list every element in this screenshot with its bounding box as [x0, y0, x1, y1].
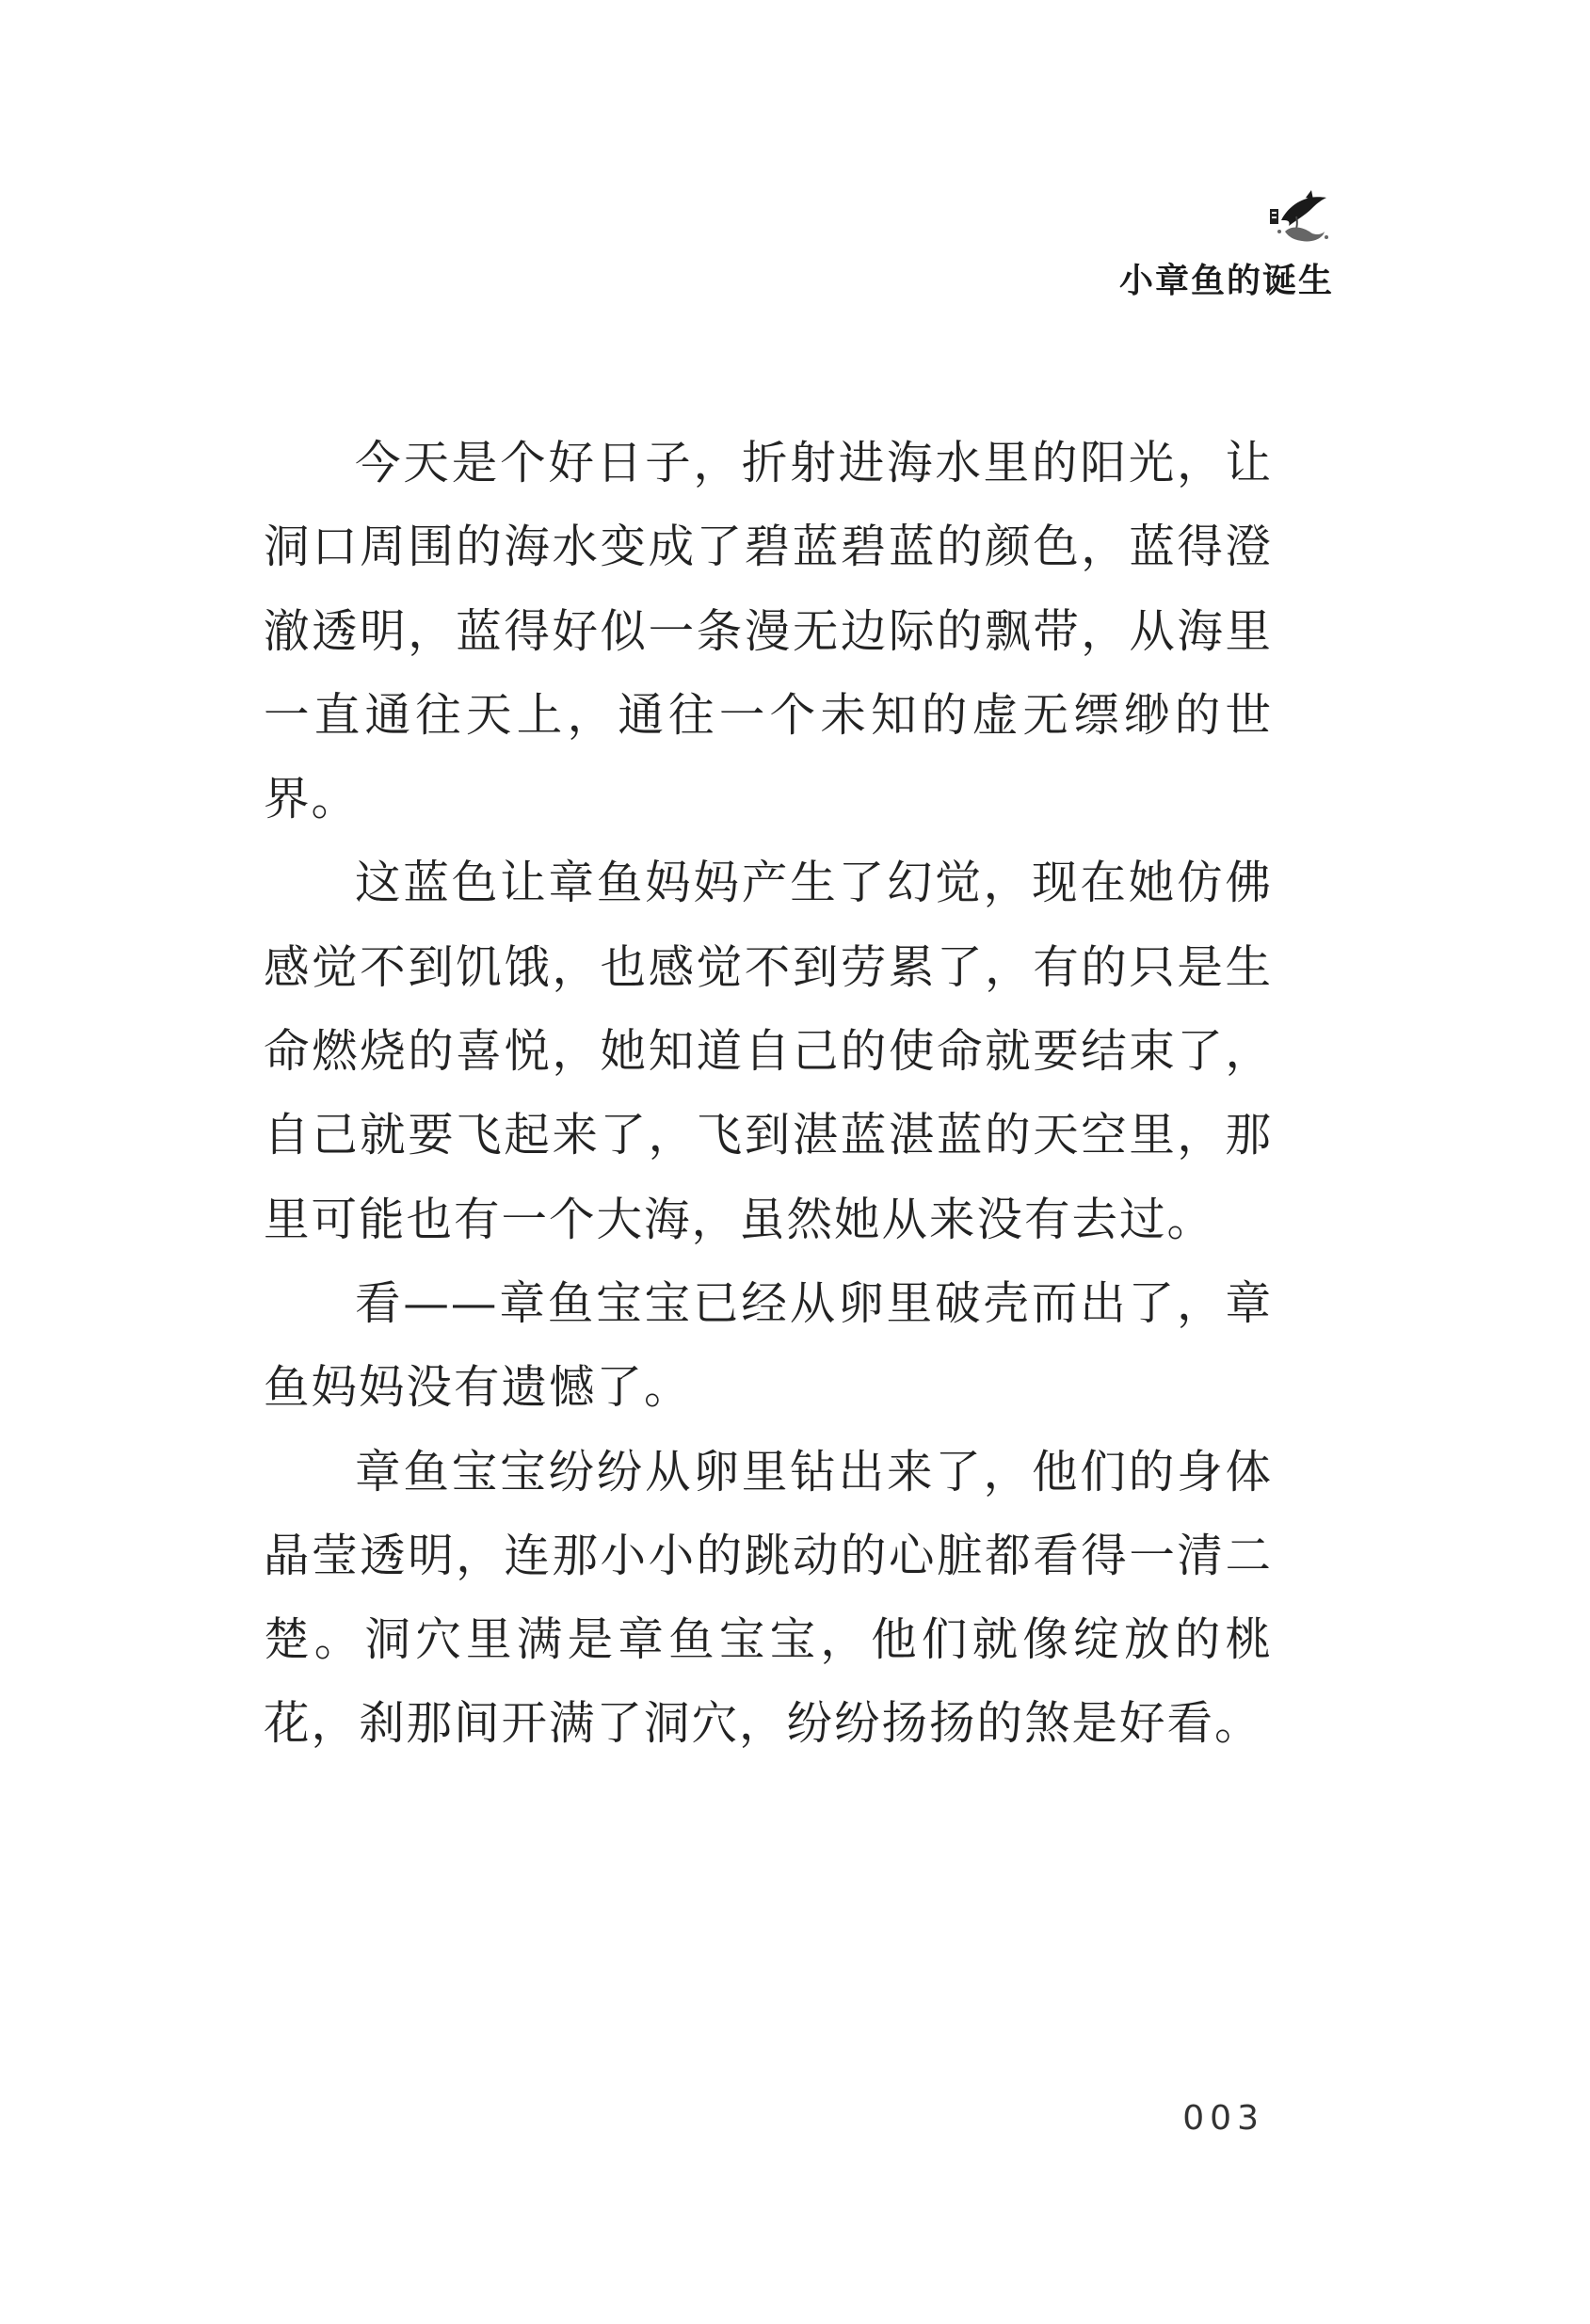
- body-text: [264, 422, 1273, 1767]
- paragraph-2: 这蓝色让章鱼妈妈产生了幻觉，现在她仿佛感觉不到饥饿，也感觉不到劳累了，有的只是生命燃烧的喜悦，她知道自己的使命就要结束了，自己就要飞起来了，飞到湛蓝湛蓝的天空里，那里可能也有一个大海，虽然她从来没有去过。: [264, 857, 1273, 1246]
- page-number: 003: [1182, 2099, 1264, 2138]
- chapter-title: 小章鱼的诞生: [1118, 262, 1334, 300]
- paragraph-1: 今天是个好日子，折射进海水里的阳光，让洞口周围的海水变成了碧蓝碧蓝的颜色，蓝得澄澈透明，蓝得好似一条漫无边际的飘带，从海里一直通往天上，通往一个未知的虚无缥缈的世界。: [264, 437, 1273, 826]
- paragraph-3: 看——章鱼宝宝已经从卵里破壳而出了，章鱼妈妈没有遗憾了。: [264, 1276, 1273, 1415]
- paragraph-4: 章鱼宝宝纷纷从卵里钻出来了，他们的身体晶莹透明，连那小小的跳动的心脏都看得一清二楚。洞穴里满是章鱼宝宝，他们就像绽放的桃花，刹那间开满了洞穴，纷纷扬扬的煞是好看。: [264, 1445, 1273, 1751]
- whale-fish-icon: [1268, 188, 1334, 247]
